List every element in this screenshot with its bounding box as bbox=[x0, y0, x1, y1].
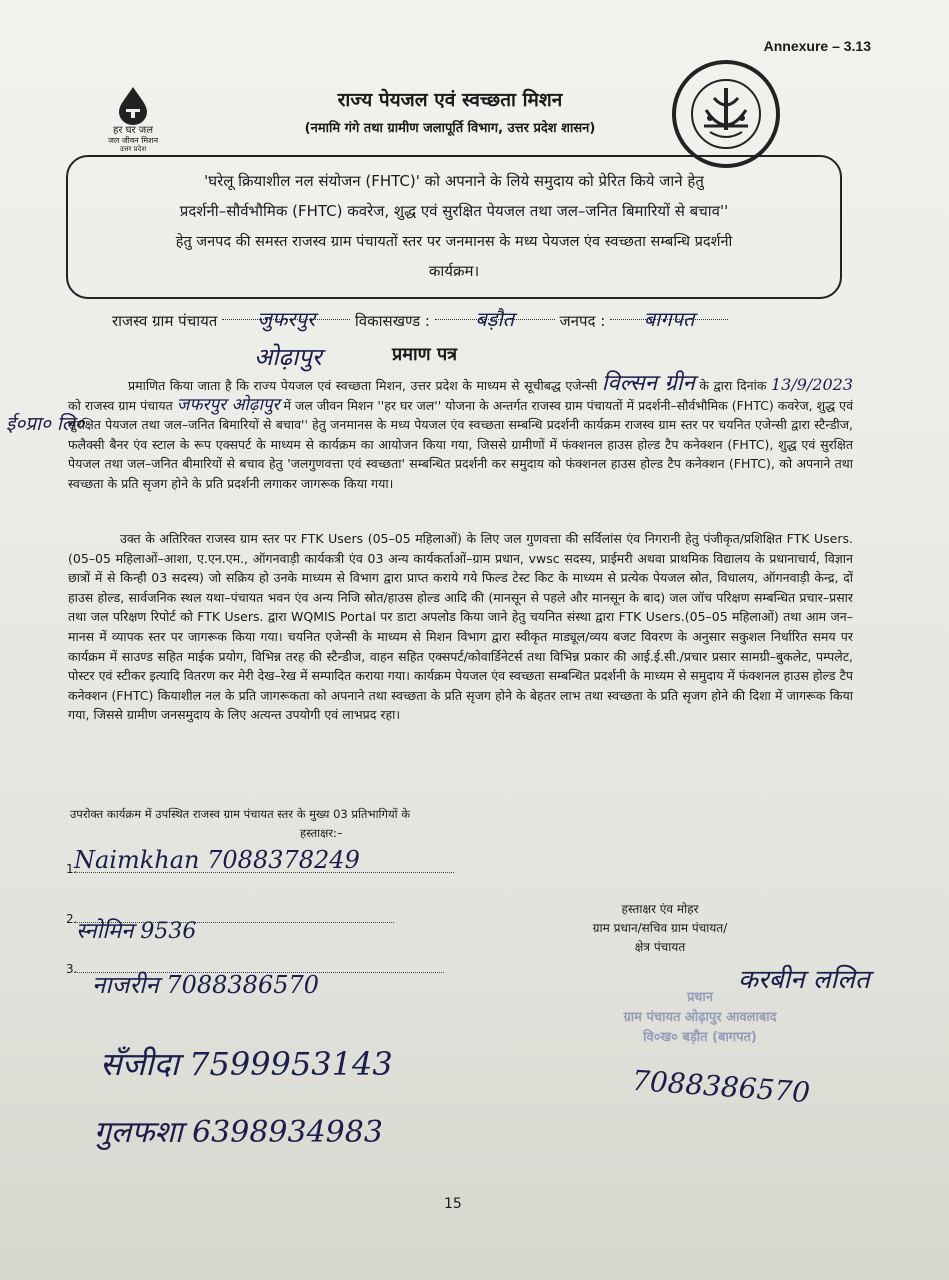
signature-2: स्नोमिन 9536 bbox=[76, 919, 197, 944]
stamp-line-3: वि०ख० बड़ौत (बागपत) bbox=[643, 1030, 757, 1045]
block-label: विकासखण्ड : bbox=[354, 312, 430, 330]
logo-line-1: हर घर जल bbox=[113, 125, 153, 136]
page-number: 15 bbox=[444, 1196, 462, 1212]
para1-part-4: में जल जीवन मिशन ''हर घर जल'' योजना के अन्तर्गत राजस्व ग्राम पंचायतों में प्रदर्शनी–सौर्वभौमिक (FHTC) कवरेज, शुद्ध एवं सुरक्षित पेयजल तथा जल–जनित बिमारियों से बचाव'' हेतु जनमानस के मध्य पेयजल एंव स्वच्छता सम्बन्धि प्रदर्शनी कार्यक्रम राजस्व ग्राम स्तर पर चयनित एजेन्सी द्वारा स्टैन्डीज, फलैक्सी बैनर एंव स्टाल के रूप एक्सपर्ट के माध्यम से कार्यक्रम का आयोजन किया गया, जिससे ग्रामीणों में फंक्शनल हाउस होल्ड टैप कनेक्शन (FHTC), शुद्ध एवं सुरक्षित पेयजल तथा जल–जनित बीमारियों से बचाव हेतु 'जलगुणवत्ता एवं स्वच्छता' सम्बन्धित प्रदर्शनी कर समुदाय को फंक्शनल हाउस होल्ड टैप कनेक्शन (FHTC), को अपनाने तथा स्वच्छता के प्रति सृजग होने के प्रति प्रदर्शनी लगाकर जागरूक किया गया। bbox=[68, 397, 854, 491]
block-value: बड़ौत bbox=[435, 305, 555, 320]
signature-number-2: 2. bbox=[66, 912, 78, 926]
header-subtitle: (नमामि गंगे तथा ग्रामीण जलापूर्ति विभाग, उत्तर प्रदेश शासन) bbox=[304, 121, 596, 136]
stamp-side-line-3: क्षेत्र पंचायत bbox=[634, 940, 686, 954]
agency-value: विल्सन ग्रीन bbox=[601, 371, 695, 396]
header-title: राज्य पेयजल एवं स्वच्छता मिशन bbox=[337, 89, 563, 111]
stamp-line-2: ग्राम पंचायत ओढ़ापुर आवलाबाद bbox=[623, 1010, 777, 1025]
district-value: बागपत bbox=[610, 305, 728, 320]
up-government-emblem bbox=[670, 58, 782, 170]
para1-part-1: प्रमाणित किया जाता है कि राज्य पेयजल एवं स्वच्छता मिशन, उत्तर प्रदेश के माध्यम से सूचीबद्ध एजेन्सी bbox=[128, 378, 598, 393]
fields-row bbox=[112, 305, 728, 331]
certificate-heading: प्रमाण पत्र bbox=[392, 344, 458, 365]
programme-line-3: हेतु जनपद की समस्त राजस्व ग्राम पंचायतों स्तर पर जनमानस के मध्य पेयजल एंव स्वच्छता सम्बन्धि प्रदर्शनी bbox=[175, 234, 733, 250]
certificate-paragraph-1 bbox=[68, 371, 854, 494]
stamp-side-line-1: हस्ताक्षर एंव मोहर bbox=[621, 902, 699, 916]
pradhan-stamp bbox=[575, 988, 825, 1048]
programme-line-4: कार्यक्रम। bbox=[428, 262, 480, 280]
pradhan-signature-block bbox=[545, 900, 775, 957]
village-second-value: ओढ़ापुर bbox=[254, 343, 322, 371]
gram-panchayat-inline-value: जफरपुर ओढ़ापुर bbox=[176, 394, 280, 415]
programme-line-1: 'घरेलू क्रियाशील नल संयोजन (FHTC)' को अपनाने के लिये समुदाय को प्रेरित किये जाने हेतु bbox=[204, 172, 704, 190]
date-value: 13/9/2023 bbox=[770, 375, 853, 394]
signature-line-3 bbox=[66, 962, 77, 976]
pradhan-signature: करबीन ललित bbox=[738, 965, 870, 995]
programme-title-box bbox=[66, 155, 842, 299]
signatures-label: हस्ताक्षर:– bbox=[300, 826, 343, 840]
annexure-label: Annexure – 3.13 bbox=[763, 38, 871, 54]
para2-text: उक्त के अतिरिक्त राजस्व ग्राम स्तर पर FTK Users (05–05 महिलाओं) के लिए जल गुणवत्ता की सर्विलांस एंव निगरानी हेतु पंजीकृत/प्रशिक्षित FTK Users.(05–05 महिलाओं–आशा, ए.एन.एम., ऑगनवाड़ी कार्यकत्री एंव 03 अन्य कार्यकर्ताओं–ग्राम प्रधान, vwsc सदस्य, प्राईमरी अथवा प्राथमिक विद्यालय के प्रधानाचार्य, विज्ञान छात्रों में से किन्ही 03 सदस्य) जो सक्रिय हो उनके माध्यम से विभाग द्वारा प्राप्त कराये गये फिल्ड टेस्ट किट के माध्यम से प्रत्येक पेयजल स्रोत, विधालय, ऑगनवाड़ी केन्द्र, दों हाउस होल्ड, सार्वजनिक स्थल यथा–पंचायत भवन एंव अन्य निजि स्रोत/हाउस होल्ड आदि की (मानसून से पहले और मानसून के बाद) जल जॉच परिक्षण सम्बन्धित प्रचार–प्रसार तथा जल परिक्षण रिपोर्ट को FTK Users. द्वारा WQMIS Portal पर डाटा अपलोड किया जाने हेतु चयनित संस्था द्वारा FTK Users.(05–05 महिलाओं) तथा आम जन–मानस में व्यापक स्तर पर जागरूक किया गया। चयनित एजेन्सी के माध्यम से मिशन विभाग द्वारा स्वीकृत माड्यूल/व्यय बजट विवरण के अनुसार सकुशल निर्धारित समय पर कार्यक्रम में साउण्ड सहित माईक प्रयोग, विभिन्न तरह की स्टैन्डीज, वाहन सहित एक्सपर्ट/कोवार्डिनेटर्स तथा विभिन्न प्रकार की आई.ई.सी./प्रचार प्रसार सामग्री–बुकलेट, पम्पलेट, पोस्टर एवं स्टीकर इत्यादि वितरण कर मेरी देख–रेख में सम्पादित कराया गया। कार्यक्रम पेयजल एंव स्वच्छता सम्बन्धित प्रदर्शनी के माध्यम से समुदाय में फंक्शनल हाउस होल्ड टैप कनेक्शन (FHTC) कियाशील नल के प्रति जागरूकता को अपनाने तथा स्वच्छता के प्रति सृजग होने के बेहतर लाभ तथा स्वच्छता के प्रति सृजग होने की दिशा में जागरूक किया गया, जिससे ग्रामीण जनसमुदाय के लिए अत्यन्त उपयोगी एवं लाभप्रद रहा। bbox=[68, 531, 853, 723]
programme-line-2: प्रदर्शनी–सौर्वभौमिक (FHTC) कवरेज, शुद्ध एवं सुरक्षित पेयजल तथा जल–जनित बिमारियों से बचाव'' bbox=[179, 202, 729, 220]
certificate-paragraph-2 bbox=[68, 529, 853, 725]
signatures-intro: उपरोक्त कार्यक्रम में उपस्थित राजस्व ग्राम पंचायत स्तर के मुख्य 03 प्रतिभागियों के bbox=[70, 807, 411, 821]
signature-number-1: 1. bbox=[66, 862, 78, 876]
signature-4: सँजीदा 7599953143 bbox=[100, 1045, 393, 1083]
para1-part-3: को राजस्व ग्राम पंचायत bbox=[68, 397, 173, 413]
signature-5: गुलफशा 6398934983 bbox=[94, 1115, 383, 1150]
logo-line-2: जल जीवन मिशन bbox=[107, 136, 159, 145]
para1-part-2: के द्वारा दिनांक bbox=[699, 378, 767, 393]
signature-3: नाजरीन 7088386570 bbox=[92, 971, 320, 999]
logo-line-3: उत्तर प्रदेश bbox=[119, 145, 147, 153]
stamp-line-1: प्रधान bbox=[687, 990, 713, 1005]
gram-panchayat-label: राजस्व ग्राम पंचायत bbox=[112, 312, 218, 330]
pradhan-phone: 7088386570 bbox=[631, 1063, 812, 1110]
gram-panchayat-value: जुफरपुर bbox=[222, 305, 350, 320]
water-drop-icon bbox=[113, 85, 153, 125]
margin-note: ई०प्रा० लि० bbox=[6, 413, 85, 435]
stamp-side-line-2: ग्राम प्रधान/सचिव ग्राम पंचायत/ bbox=[592, 921, 728, 935]
signature-1: Naimkhan 7088378249 bbox=[74, 846, 360, 874]
signature-number-3: 3. bbox=[66, 962, 78, 976]
district-label: जनपद : bbox=[559, 312, 606, 330]
